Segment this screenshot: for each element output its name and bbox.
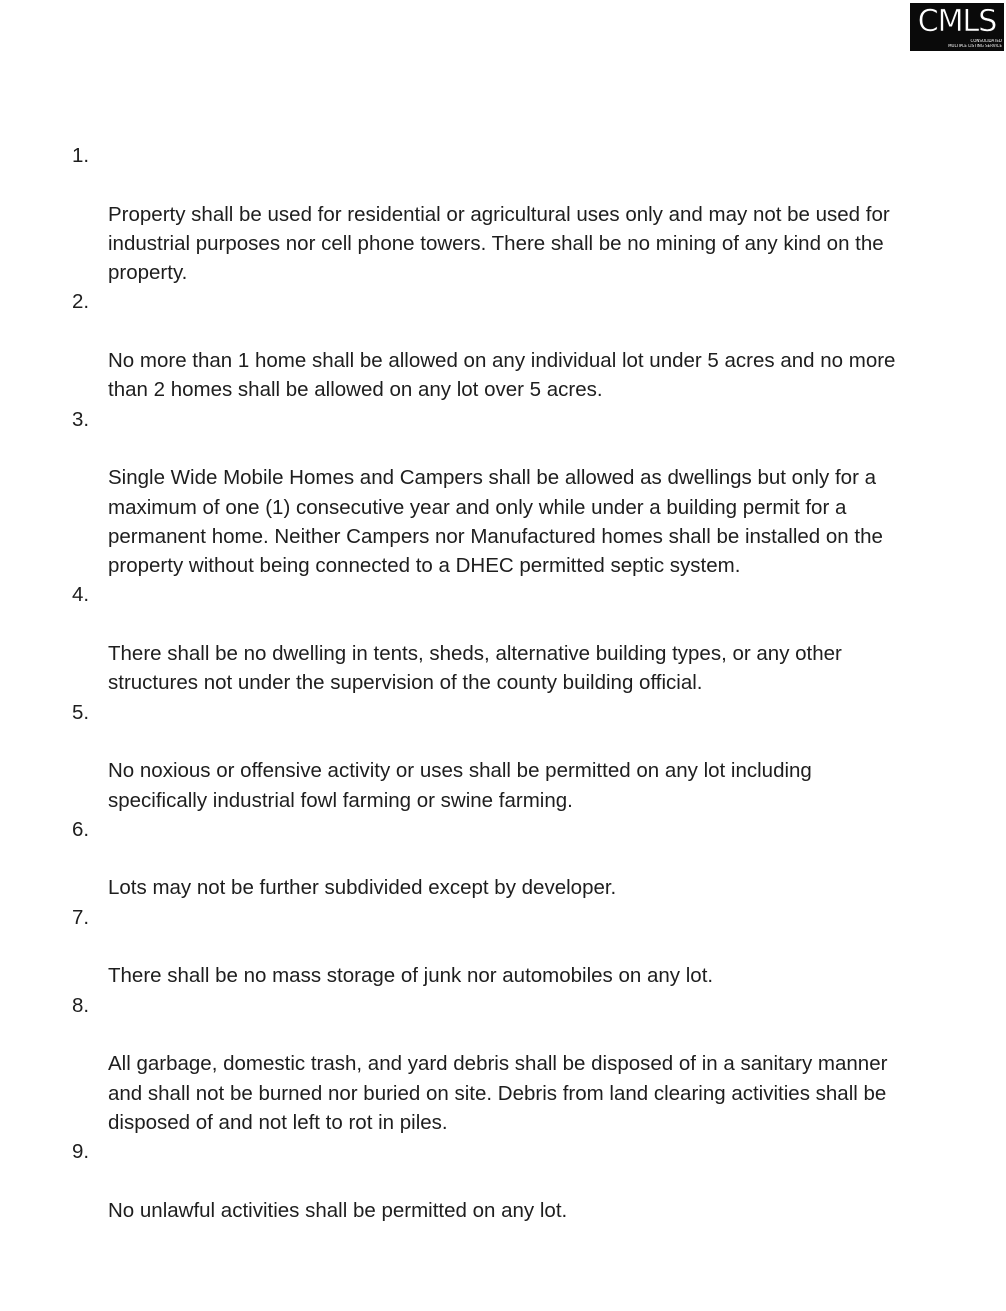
restriction-item-9 — [0, 1137, 1006, 1225]
restriction-item-7 — [0, 903, 1006, 991]
restriction-number: 2. — [72, 290, 90, 314]
restriction-item-5 — [0, 698, 1006, 815]
restriction-number: 4. — [72, 583, 90, 607]
restriction-item-6 — [0, 815, 1006, 903]
restriction-number: 1. — [72, 144, 90, 167]
restriction-item-1 — [0, 141, 1006, 287]
restriction-item-2 — [0, 287, 1006, 404]
restriction-text: No more than 1 home shall be allowed on any individual lot under 5 acres and no more than 2 homes shall be allowed on any lot over 5 acres. — [108, 349, 896, 402]
restriction-text: Property shall be used for residential or agricultural uses only and may not be used for industrial purposes nor cell phone towers. There shall be no mining of any kind on the property. — [108, 202, 890, 285]
restrictions-list — [0, 141, 1006, 1225]
logo-subtitle-line2: MULTIPLE LISTING SERVICE — [948, 44, 1002, 48]
logo-mark: CMLS — [917, 4, 997, 39]
restriction-text: There shall be no mass storage of junk nor automobiles on any lot. — [108, 964, 714, 988]
restriction-text: There shall be no dwelling in tents, sheds, alternative building types, or any other structures not under the supervision of the county building official. — [108, 642, 842, 695]
cmls-logo — [910, 3, 1004, 51]
restriction-text: No noxious or offensive activity or uses shall be permitted on any lot including specifically industrial fowl farming or swine farming. — [108, 759, 812, 812]
restriction-item-4 — [0, 580, 1006, 697]
restriction-number: 9. — [72, 1140, 90, 1164]
restriction-number: 5. — [72, 700, 90, 724]
restriction-text: All garbage, domestic trash, and yard debris shall be disposed of in a sanitary manner and shall not be burned nor buried on site. Debris from land clearing activities shall be disposed of and not left to rot in piles. — [108, 1052, 888, 1134]
restriction-text: Lots may not be further subdivided except by developer. — [108, 876, 617, 900]
restriction-number: 7. — [72, 905, 90, 929]
restriction-item-8 — [0, 991, 1006, 1137]
restriction-number: 8. — [72, 993, 90, 1017]
logo-subtitle-line1: CONSOLIDATED — [970, 39, 1002, 43]
restriction-number: 6. — [72, 817, 90, 841]
restriction-number: 3. — [72, 407, 90, 431]
restriction-item-3 — [0, 405, 1006, 581]
restriction-text: Single Wide Mobile Homes and Campers shall be allowed as dwellings but only for a maximum of one (1) consecutive year and only while under a building permit for a permanent home. Neither Campers nor Manufactured homes shall be installed on the property without being connected to a DHEC permitted septic system. — [108, 466, 883, 578]
restriction-text: No unlawful activities shall be permitted on any lot. — [108, 1198, 568, 1222]
